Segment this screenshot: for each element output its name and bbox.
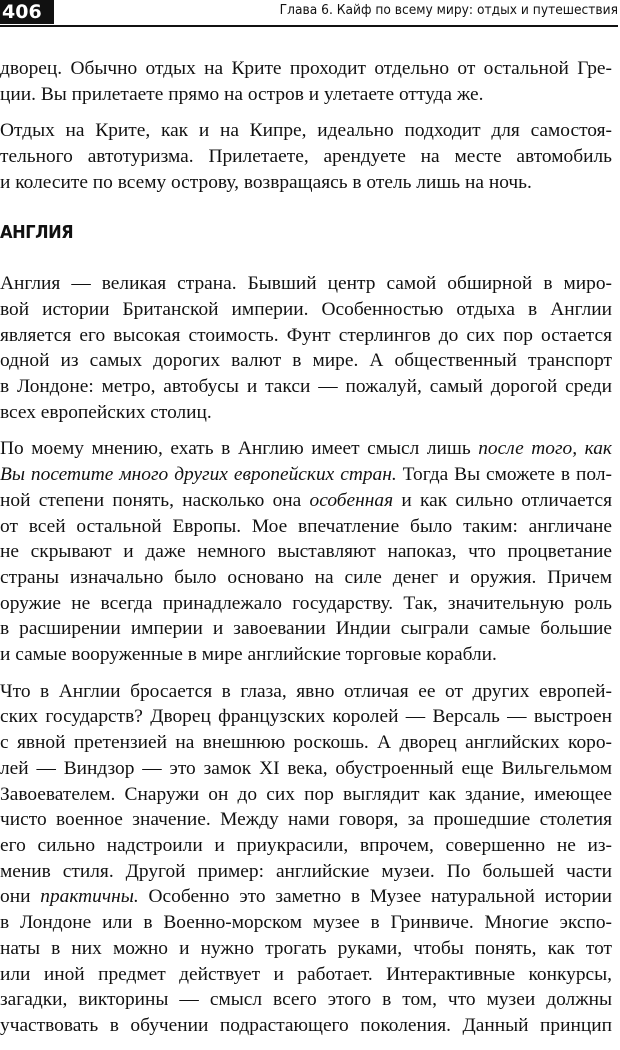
intro-paragraphs: [0, 56, 612, 196]
text-line: [0, 730, 612, 756]
text-run: тельного автотуризма. Прилетаете, арендуете на месте автомобиль: [0, 146, 612, 168]
text-run: его сильно надстроили и приукрасили, впрочем, совершенно не из-: [0, 834, 612, 856]
running-title: Глава 6. Кайф по всему миру: отдых и путешествия: [279, 3, 618, 18]
text-line: [0, 514, 612, 540]
text-line: [0, 297, 612, 323]
text-run: в Лондоне или в Военно-морском музее в Гринвиче. Многие экспо-: [0, 912, 612, 934]
text-run: По моему мнению, ехать в Англию имеет смысл лишь: [0, 438, 479, 460]
paragraph: [0, 436, 612, 667]
section-paragraphs: [0, 271, 612, 1038]
text-line: [0, 539, 612, 565]
paragraph: [0, 679, 612, 1039]
text-line: [0, 488, 612, 514]
text-line: [0, 118, 612, 144]
text-run: не скрывают и даже немного выставляют напоказ, что процветание: [0, 541, 612, 563]
text-line: [0, 962, 612, 988]
text-line: [0, 782, 612, 808]
text-run: лей — Виндзор — это замок XI века, обустроенный еще Вильгельмом: [0, 757, 612, 779]
text-line: [0, 859, 612, 885]
text-line: [0, 910, 612, 936]
text-line: [0, 884, 612, 910]
text-run: Особенно это заметно в Музее натуральной истории: [138, 886, 612, 908]
page-number: 406: [0, 0, 54, 24]
text-line: [0, 348, 612, 374]
text-run: Отдых на Крите, как и на Кипре, идеально подходит для самостоя-: [0, 120, 612, 142]
text-run: оружие не всегда принадлежало государству. Так, значительную роль: [0, 592, 612, 614]
text-line: [0, 144, 612, 170]
page-header: [0, 0, 620, 30]
text-run: и колесите по всему острову, возвращаясь в отель лишь на ночь.: [0, 171, 532, 193]
text-line: [0, 833, 612, 859]
text-line: [0, 642, 612, 668]
text-run: от всей остальной Европы. Мое впечатление было таким: англичане: [0, 515, 612, 537]
text-line: [0, 591, 612, 617]
text-run: или иной предмет действует и работает. Интерактивные конкурсы,: [0, 963, 612, 985]
text-line: [0, 462, 612, 488]
text-run: Тогда Вы сможете в пол-: [396, 464, 612, 486]
paragraph: [0, 271, 612, 425]
text-line: [0, 436, 612, 462]
text-line: [0, 170, 612, 196]
section-heading: АНГЛИЯ: [0, 221, 74, 243]
text-run: Что в Англии бросается в глаза, явно отличая ее от других европей-: [0, 680, 612, 702]
text-run: в Лондоне: метро, автобусы и такси — пожалуй, самый дорогой среди: [0, 376, 612, 398]
text-line: [0, 565, 612, 591]
text-run: загадки, викторины — смысл всего этого в том, что музеи должны: [0, 989, 612, 1011]
italic-text: Вы посетите много других европейских стран.: [0, 464, 397, 486]
text-run: в расширении империи и завоевании Индии сыграли самые большие: [0, 618, 612, 640]
text-line: [0, 756, 612, 782]
text-line: [0, 936, 612, 962]
text-run: является его высокая стоимость. Фунт стерлингов до сих пор остается: [0, 324, 612, 346]
text-line: [0, 82, 612, 108]
text-run: Завоевателем. Снаружи он до сих пор выглядит как здание, имеющее: [0, 783, 612, 805]
text-run: дворец. Обычно отдых на Крите проходит отдельно от остальной Гре-: [0, 58, 612, 79]
text-line: [0, 56, 612, 82]
text-run: с явной претензией на внешнюю роскошь. А дворец английских коро-: [0, 732, 612, 754]
text-run: ских государств? Дворец французских королей — Версаль — выстроен: [0, 706, 612, 728]
paragraph: [0, 118, 612, 195]
italic-text: практичны.: [40, 886, 139, 908]
text-line: [0, 616, 612, 642]
text-line: [0, 987, 612, 1013]
text-run: одной из самых дорогих валют в мире. А общественный транспорт: [0, 350, 612, 372]
text-run: ции. Вы прилетаете прямо на остров и улетаете оттуда же.: [0, 83, 484, 105]
italic-text: особенная: [309, 489, 394, 511]
text-line: [0, 323, 612, 349]
text-run: участвовать в обучении подрастающего поколения. Данный принцип: [0, 1014, 612, 1036]
text-run: и как сильно отличается: [393, 489, 612, 511]
text-line: [0, 1013, 612, 1039]
text-run: страны изначально было основано на силе денег и оружия. Причем: [0, 566, 612, 588]
text-run: ной степени понять, насколько она: [0, 489, 310, 511]
page-body: [0, 56, 612, 1050]
text-run: всех европейских столиц.: [0, 401, 212, 423]
text-run: менив стиля. Другой пример: английские музеи. По большей части: [0, 860, 612, 882]
text-run: наты в них можно и нужно трогать руками, чтобы понять, как тот: [0, 937, 612, 959]
text-run: они: [0, 886, 41, 908]
text-line: [0, 807, 612, 833]
text-line: [0, 374, 612, 400]
paragraph: [0, 56, 612, 107]
text-run: Англия — великая страна. Бывший центр самой обширной в миро-: [0, 273, 612, 295]
text-line: [0, 271, 612, 297]
italic-text: после того, как: [478, 438, 612, 460]
text-run: и самые вооруженные в мире английские торговые корабли.: [0, 644, 497, 666]
header-rule: [0, 25, 618, 27]
text-line: [0, 679, 612, 705]
text-run: вой истории Британской империи. Особенностью отдыха в Англии: [0, 298, 612, 320]
text-run: чисто военное значение. Между нами говоря, за прошедшие столетия: [0, 809, 612, 831]
text-line: [0, 704, 612, 730]
text-line: [0, 400, 612, 426]
